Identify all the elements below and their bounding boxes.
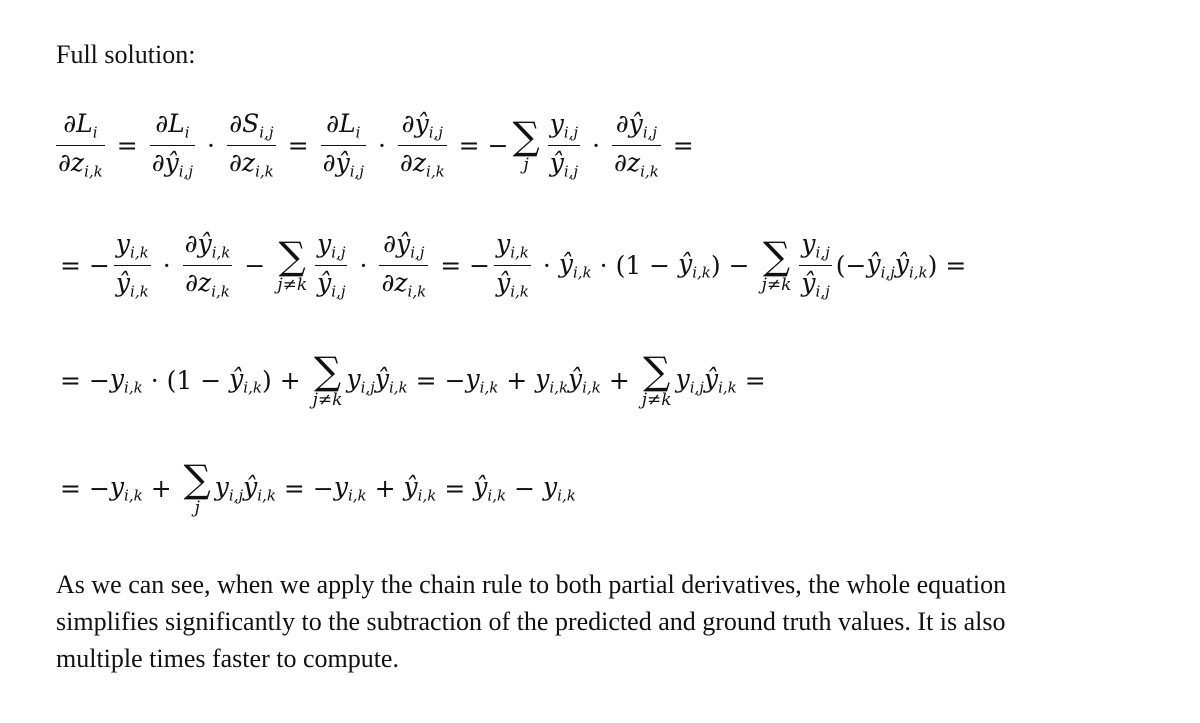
fraction: $\frac{\partial ŷ_{i,j}}{\partial z_{i,k}}$ — [614, 109, 659, 180]
equation-line-3: = − $y_{i,k}$ · (1 − $ŷ_{i,k}$ ) + ∑ j≠k $y_{i,j}ŷ_{i,k}$ = − $y_{i,k}$ + $y_{i,k}ŷ_{i,k}$ + ∑ j≠k $y_{i,j}ŷ_{i,k}$ = — [60, 349, 766, 410]
heading: Full solution: — [56, 40, 196, 69]
fraction: $\frac{\partial S_{i,j}}{\partial z_{i,k}}$ — [228, 109, 274, 180]
paragraph-line: multiple times faster to compute. — [56, 644, 399, 673]
equation-line-2: = − $\frac{y_{i,k}}{ŷ_{i,k}}$ · $\frac{\partial ŷ_{i,k}}{\partial z_{i,k}}$ − ∑ j≠k $\frac{y_{i,j}}{ŷ_{i,j}}$ · $\frac{\partial ŷ_{i,j}}{\partial z_{i,k}}$ = − $\frac{y_{i,k}}{ŷ_{i,k}}$ · $ŷ_{i,k}$ · (1 − $ŷ_{i,k}$ ) − ∑ j≠k $\frac{y_{i,j}}{ŷ_{i,j}}$ (− $ŷ_{i,j}ŷ_{i,k}$ ) = — [60, 229, 967, 300]
equals-sign: = — [116, 130, 138, 160]
fraction: $\frac{\partial L_i}{\partial ŷ_{i,j}}$ — [322, 109, 364, 180]
explanation-paragraph — [56, 566, 1136, 677]
summation: ∑ j≠k — [312, 349, 343, 410]
fraction: $\frac{y_{i,j}}{ŷ_{i,j}}$ — [549, 109, 579, 180]
summation: ∑ j — [512, 113, 540, 175]
equation-line-1: $\frac{\partial L_i}{\partial z_{i,k}}$ = $\frac{\partial L_i}{\partial ŷ_{i,j}}$ · $\frac{\partial S_{i,j}}{\partial z_{i,k}}$ = $\frac{\partial L_i}{\partial ŷ_{i,j}}$ · $\frac{\partial ŷ_{i,j}}{\partial z_{i,k}}$ = − ∑ j $\frac{y_{i,j}}{ŷ_{i,j}}$ · $\frac{\partial ŷ_{i,j}}{\partial z_{i,k}}$ = — [58, 109, 694, 180]
summation: ∑ j≠k — [277, 233, 308, 295]
fraction: $\frac{y_{i,k}}{ŷ_{i,k}}$ — [496, 229, 529, 300]
paragraph-line: As we can see, when we apply the chain rule to both partial derivatives, the whole equation — [56, 570, 1007, 599]
equation-line-4: = − $y_{i,k}$ + ∑ j $y_{i,j}ŷ_{i,k}$ = − $y_{i,k}$ + $ŷ_{i,k}$ = $ŷ_{i,k}$ − $y_{i,k}$ — [60, 457, 576, 518]
summation: ∑ j≠k — [641, 349, 672, 410]
fraction: $\frac{\partial ŷ_{i,j}}{\partial z_{i,k}}$ — [381, 229, 427, 300]
fraction: $\frac{y_{i,j}}{ŷ_{i,j}}$ — [801, 229, 830, 300]
paragraph-line: simplifies significantly to the subtraction of the predicted and ground truth values. It is also — [56, 607, 1006, 636]
fraction: $\frac{\partial ŷ_{i,j}}{\partial z_{i,k}}$ — [399, 109, 445, 180]
fraction: $\frac{y_{i,j}}{ŷ_{i,j}}$ — [317, 229, 346, 300]
summation: ∑ j≠k — [761, 233, 792, 295]
summation: ∑ j — [183, 457, 211, 518]
fraction: $\frac{\partial L_i}{\partial ŷ_{i,j}}$ — [151, 109, 193, 180]
fraction: $\frac{\partial L_i}{\partial z_{i,k}}$ — [58, 109, 103, 180]
fraction: $\frac{y_{i,k}}{ŷ_{i,k}}$ — [115, 229, 149, 300]
fraction: $\frac{\partial ŷ_{i,k}}{\partial z_{i,k}}$ — [184, 229, 231, 300]
